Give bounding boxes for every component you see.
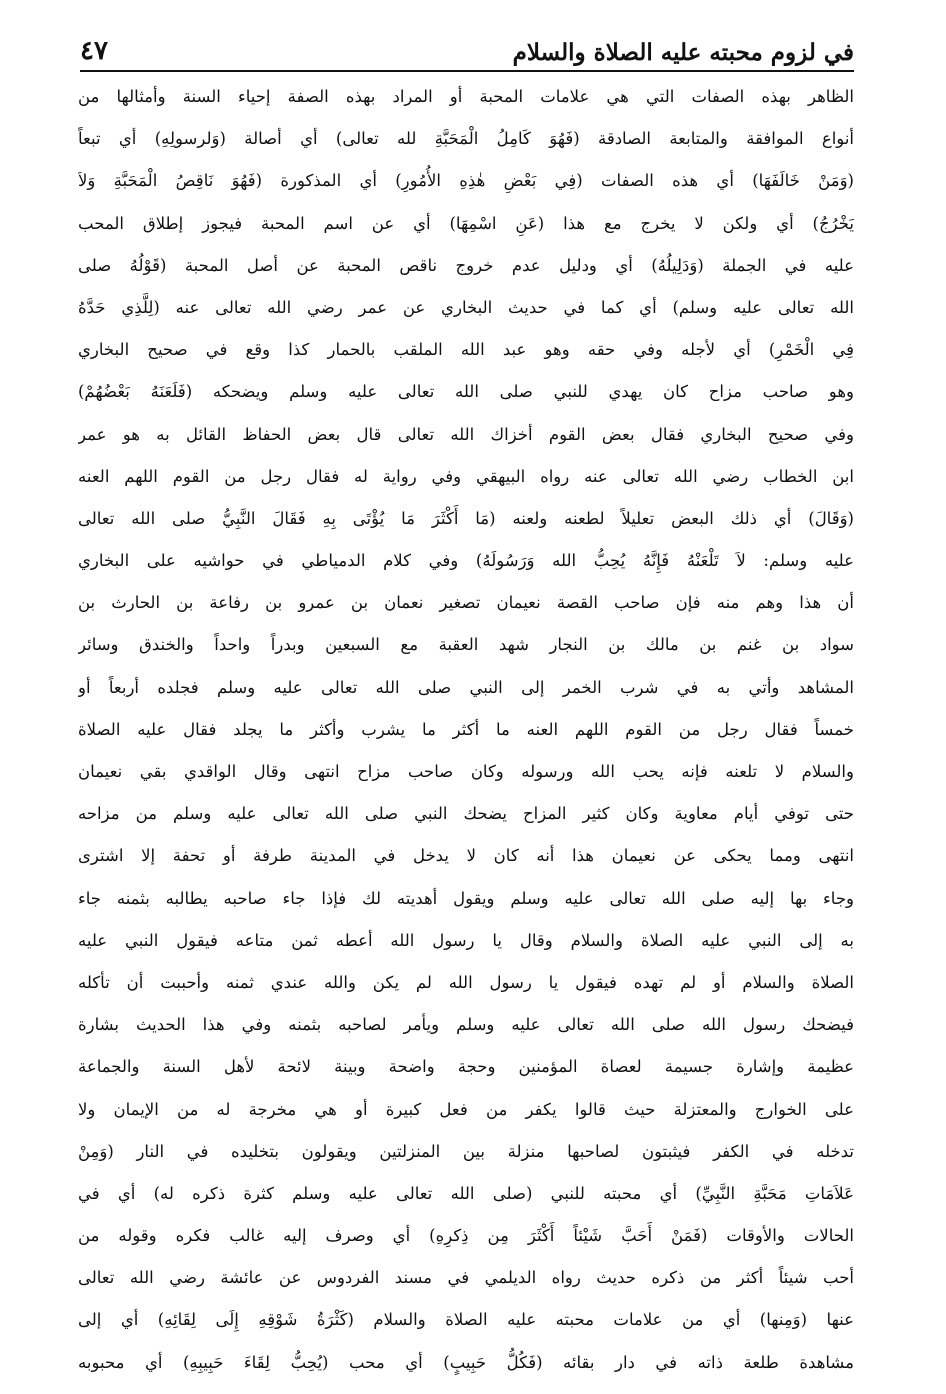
text-line: مشاهدة طلعة ذاته في دار بقائه (فَكُلُّ حَبِيبٍ) أي محب (يُحِبُّ لِقَاءَ حَبِيبِهِ) أي محبوبه xyxy=(78,1352,854,1372)
text-line: سواد بن غنم بن مالك بن النجار شهد العقبة مع السبعين وبدراً واحداً والخندق وسائر xyxy=(78,635,854,655)
text-line: والسلام لا تلعنه فإنه يحب الله ورسوله وكان صاحب مزاح انتهى وقال الواقدي بقي نعيمان xyxy=(78,762,854,781)
text-line: خمساً فقال رجل من القوم اللهم العنه ما أكثر ما يشرب وأكثر ما يجلد فقال عليه الصلاة xyxy=(78,719,854,739)
text-line: عَلاَمَاتِ مَحَبَّةِ النَّبِيِّ) أي محبته للنبي (صلى الله تعالى عليه وسلم كثرة ذكره له) أي في xyxy=(78,1183,854,1203)
text-line: أنواع الموافقة والمتابعة الصادقة (فَهُوَ كَامِلُ الْمَحَبَّةِ لله تعالى) أي أصالة (وَلرسولِهِ) أي تبعاً xyxy=(78,129,854,149)
text-line: الظاهر بهذه الصفات التي هي علامات المحبة أو المراد بهذه الصفة إحياء السنة وأمثالها من xyxy=(78,87,854,106)
text-line: حتى توفي أيام معاوية وكان كثير المزاح يضحك النبي صلى الله تعالى عليه وسلم من مزاحه xyxy=(78,804,854,824)
text-line: وهو صاحب مزاح كان يهدي للنبي صلى الله تعالى عليه وسلم ويضحكه (فَلَعَنَهُ بَعْضُهُمْ) xyxy=(78,382,854,402)
text-line: عليه في الجملة (وَدَلِيلُهُ) أي ودليل عدم خروج ناقص المحبة عن أصل المحبة (قَوْلُهُ صلى xyxy=(78,255,854,275)
text-line: على الخوارج والمعتزلة حيث قالوا يكفر من فعل كبيرة أو هي مخرجة له من الإيمان ولا xyxy=(78,1099,854,1119)
running-title: في لزوم محبته عليه الصلاة والسلام xyxy=(512,39,854,66)
text-line: الله تعالى عليه وسلم) أي كما في حديث البخاري عن عمر رضي الله تعالى عنه (لِلَّذِي حَدَّهُ xyxy=(78,297,854,317)
body-text xyxy=(78,76,854,1384)
text-line: تدخله في الكفر فيثبتون لصاحبها منزلة بين المنزلتين ويقولون بتخليده في النار (وَمِنْ xyxy=(78,1141,854,1161)
text-line: وفي صحيح البخاري فقال بعض القوم أخزاك الله تعالى قال بعض الحفاظ القائل به هو عمر xyxy=(78,424,854,444)
text-line: الحالات والأوقات (فَمَنْ أَحَبَّ شَيْئاً أَكْثَرَ مِن ذِكرِهِ) أي وصرف إليه غالب فكره وقوله من xyxy=(78,1226,854,1246)
text-line: فيضحك رسول الله صلى الله تعالى عليه وسلم ويأمر لصاحبه بثمنه وفي هذا الحديث بشارة xyxy=(78,1015,854,1035)
text-line: أحب شيئاً أكثر من ذكره حديث رواه الديلمي في مسند الفردوس عن عائشة رضي الله تعالى xyxy=(78,1268,854,1288)
page-header xyxy=(80,26,854,72)
text-line: المشاهد وأتي به في شرب الخمر إلى النبي صلى الله تعالى عليه وسلم فجلده أربعاً أو xyxy=(78,677,854,697)
text-line: ابن الخطاب رضي الله تعالى عنه رواه البيهقي وفي رواية له فقال رجل من القوم اللهم العنه xyxy=(78,466,854,486)
text-line: (وَقَالَ) أي ذلك البعض تعليلاً لطعنه ولعنه (مَا أَكْثَرَ مَا يُؤْتَى بِهِ فَقَالَ النَّبِيُّ صلى الله تعالى xyxy=(78,508,854,528)
text-line: (وَمَنْ خَالَفَهَا) أي هذه الصفات (فِي بَعْضِ هٰذِهِ الأُمُورِ) أي المذكورة (فَهُوَ نَاقِصُ الْمَحَبَّةِ وَلاَ xyxy=(78,171,854,191)
text-line: وجاء بها إليه صلى الله تعالى عليه وسلم ويقول أهديته لك فإذا جاء صاحبه يطالبه بثمنه جاء xyxy=(78,888,854,908)
text-line: عليه وسلم: لاَ تَلْعَنْهُ فَإِنَّهُ يُحِبُّ الله وَرَسُولَهُ) وفي كلام الدمياطي في حواشيه على البخاري xyxy=(78,551,854,571)
text-line: أن هذا وهم منه فإن صاحب القصة نعيمان تصغير نعمان بن عمرو بن رفاعة بن الحارث بن xyxy=(78,593,854,613)
text-line: عنها (وَمِنها) أي من علامات محبته عليه الصلاة والسلام (كَثْرَةُ شَوْقِهِ إِلَى لِقَائِهِ) أي إلى xyxy=(78,1310,854,1330)
text-line: يَخْرُجُ) أي ولكن لا يخرج مع هذا (عَنِ اسْمِهَا) أي عن اسم المحبة فيجوز إطلاق المحب xyxy=(78,213,854,233)
text-line: عظيمة وإشارة جسيمة لعصاة المؤمنين وحجة واضحة وبينة لائحة لأهل السنة والجماعة xyxy=(78,1057,854,1077)
text-line: به إلى النبي عليه الصلاة والسلام وقال يا رسول الله أعطه ثمن متاعه فيقول النبي عليه xyxy=(78,930,854,950)
text-line: انتهى ومما يحكى عن نعيمان هذا أنه كان لا يدخل في المدينة طرفة أو تحفة إلا اشترى xyxy=(78,846,854,866)
text-line: فِي الْخَمْرِ) أي لأجله وفي حقه وهو عبد الله الملقب بالحمار كذا وقع في صحيح البخاري xyxy=(78,340,854,360)
page-number: ٤٧ xyxy=(80,36,108,66)
text-line: الصلاة والسلام أو لم تهده فيقول يا رسول الله لم يكن والله عندي ثمنه وأحببت أن تأكله xyxy=(78,972,854,992)
